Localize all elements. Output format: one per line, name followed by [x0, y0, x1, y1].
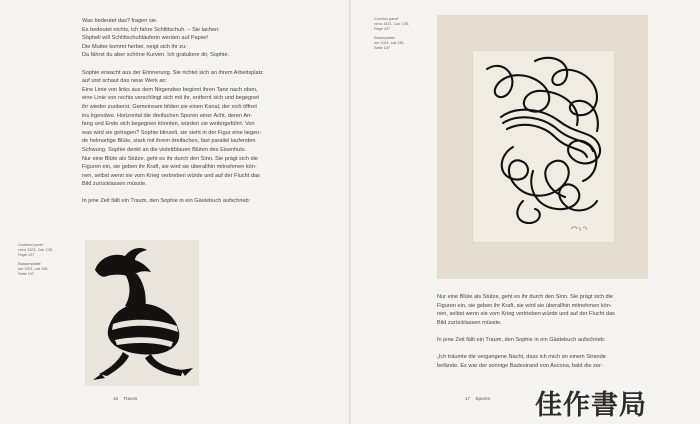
right-paragraph-2: In jene Zeit fällt ein Traum, den Sophie in ein Gästebuch aufschrieb:: [437, 336, 606, 343]
left-body-text: [82, 17, 344, 206]
left-paragraph-3: In jene Zeit fällt ein Traum, den Sophie in ein Gästebuch aufschrieb:: [82, 198, 251, 205]
store-watermark: 佳作書局: [535, 390, 647, 421]
left-caption: Coathed panel circa 1921, Cat. 135, Page 107 Klassenplatte um 1921, cat 135, Seite 107: [18, 243, 54, 277]
right-paragraph-1: Nur eine Blüte als Stütze, geht es ihr durch den Sinn. Sie prägt sich die Figuren ein, sie geben ihr Kraft, sie wird sie überallhin mitnehmen kön- nen, selbst wenn sie vom Krieg vertrieben würde und auf der Flucht das Bild zurücklassen müsste.: [437, 294, 615, 326]
right-folio: 17 Spuren: [465, 396, 491, 401]
left-folio: 16 Traces: [113, 396, 138, 401]
line-drawing-artwork: [437, 15, 648, 279]
right-caption: Cushion panel circa 1921, Cat. 135, Page 107 Kissenplatte um 1921, cat 135, Seite 107: [374, 17, 410, 51]
right-body-text: [437, 293, 652, 370]
bird-figure-icon: [85, 240, 199, 386]
right-paragraph-3: „Ich träumte die vergangene Nacht, dass ich mich an einem Strande befände. Es war der sonnige Badestrand von Ascona, bald die zer-: [437, 354, 606, 369]
left-paragraph-2: Sophie erwacht aus der Erinnerung. Sie richtet sich an ihrem Arbeitsplatz auf und schaut das neue Werk an: Eine Linie von links aus dem Nirgendwo beginnt ihren Tanz nach oben, eine Linie von rechts verschlingt sich mit ihr, entfernt sich und begegnet ihr wieder zuoberst. Gemeinsam bilden sie einen Kanal, der sich öffnet ins Irgendwo. Horizontal die dreifachen Spuren einer Acht, deren An- fang und Ende sich begegnen könnten, würden sie weitergeführt. Von was wird sie getragen? Sophie blinzelt, sie sieht in der Figur eine liegen- de helmartige Blüte, stark mit ihrem dreifachen, fast parallel laufenden Schwung. Sophie denkt an die violettblauen Blüten des Eisenhuts. Nur eine Blüte als Stütze, geht es ihr durch den Sinn. Sie prägt sich die Figuren ein, sie geben ihr Kraft, sie wird sie überallhin mitnehmen kön- nen, selbst wenn sie vom Krieg vertrieben würde und auf der Flucht das Bild zurücklassen müsste.: [82, 69, 263, 188]
bird-artwork: [85, 240, 199, 386]
left-paragraph-1: Was bedeutet das? fragen sie. Es bedeutet nichts, ich fahre Schlittschuh. – Sie lachen: Söpheli will Schlittschuhläuferin werden auf Papier! Die Mutter kommt herbei, neigt sich ihr zu: Da fährst du aber schöne Kurven. Ich gratuliere dir, Sophie.: [82, 18, 230, 59]
looping-lines-drawing-icon: [473, 51, 614, 242]
drawing-paper: [473, 51, 614, 242]
